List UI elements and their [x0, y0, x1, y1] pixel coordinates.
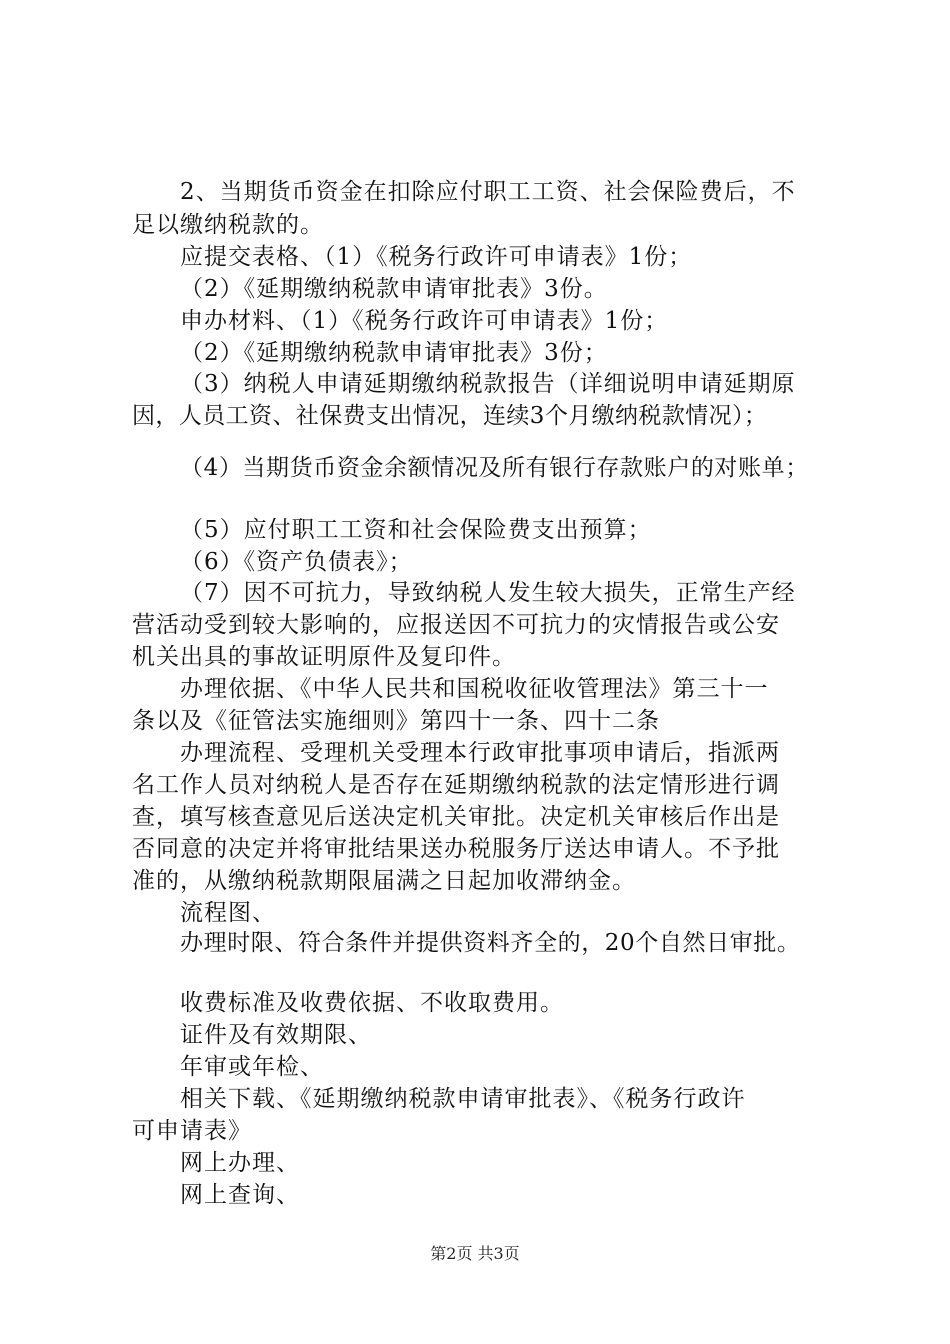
- text-line-9: （4）当期货币资金余额情况及所有银行存款账户的对账单；: [180, 455, 809, 481]
- text-line-21: 准的，从缴纳税款期限届满之日起加收滞纳金。: [132, 868, 636, 894]
- text-line-17: 办理流程、受理机关受理本行政审批事项申请后，指派两: [180, 740, 780, 766]
- text-line-30: 网上查询、: [180, 1182, 300, 1208]
- text-line-3: 应提交表格、（1）《税务行政许可申请表》1份；: [180, 244, 693, 270]
- text-line-2: 足以缴纳税款的。: [132, 212, 324, 238]
- text-line-8: 因，人员工资、社保费支出情况，连续3个月缴纳税款情况）；: [132, 403, 768, 429]
- text-line-26: 年审或年检、: [180, 1054, 324, 1080]
- text-line-28: 可申请表》: [132, 1118, 252, 1144]
- text-line-29: 网上办理、: [180, 1150, 300, 1176]
- text-line-20: 否同意的决定并将审批结果送办税服务厅送达申请人。不予批: [132, 836, 780, 862]
- text-line-1: 2、当期货币资金在扣除应付职工工资、社会保险费后，不: [180, 179, 796, 205]
- text-line-10: （5）应付职工工资和社会保险费支出预算；: [180, 517, 652, 543]
- text-line-18: 名工作人员对纳税人是否存在延期缴纳税款的法定情形进行调: [132, 772, 780, 798]
- text-line-13: 营活动受到较大影响的，应报送因不可抗力的灾情报告或公安: [132, 612, 780, 638]
- text-line-11: （6）《资产负债表》；: [180, 549, 413, 575]
- text-line-14: 机关出具的事故证明原件及复印件。: [132, 644, 516, 670]
- text-line-5: 申办材料、（1）《税务行政许可申请表》1份；: [180, 308, 669, 334]
- text-line-22: 流程图、: [180, 900, 276, 926]
- text-line-19: 查，填写核查意见后送决定机关审批。决定机关审核后作出是: [132, 804, 780, 830]
- text-line-25: 证件及有效期限、: [180, 1022, 372, 1048]
- text-line-4: （2）《延期缴纳税款申请审批表》3份。: [180, 276, 608, 302]
- text-line-12: （7）因不可抗力，导致纳税人发生较大损失，正常生产经: [180, 580, 796, 606]
- page-number-footer: 第2页 共3页: [430, 1244, 520, 1263]
- text-line-7: （3）纳税人申请延期缴纳税款报告（详细说明申请延期原: [180, 371, 796, 397]
- text-line-24: 收费标准及收费依据、不收取费用。: [180, 990, 564, 1016]
- text-line-27: 相关下载、《延期缴纳税款申请审批表》、《税务行政许: [180, 1086, 746, 1112]
- text-line-16: 条以及《征管法实施细则》第四十一条、四十二条: [132, 708, 660, 734]
- text-line-23: 办理时限、符合条件并提供资料齐全的，20个自然日审批。: [180, 930, 801, 956]
- text-line-6: （2）《延期缴纳税款申请审批表》3份；: [180, 340, 608, 366]
- text-line-15: 办理依据、《中华人民共和国税收征收管理法》第三十一: [180, 676, 769, 702]
